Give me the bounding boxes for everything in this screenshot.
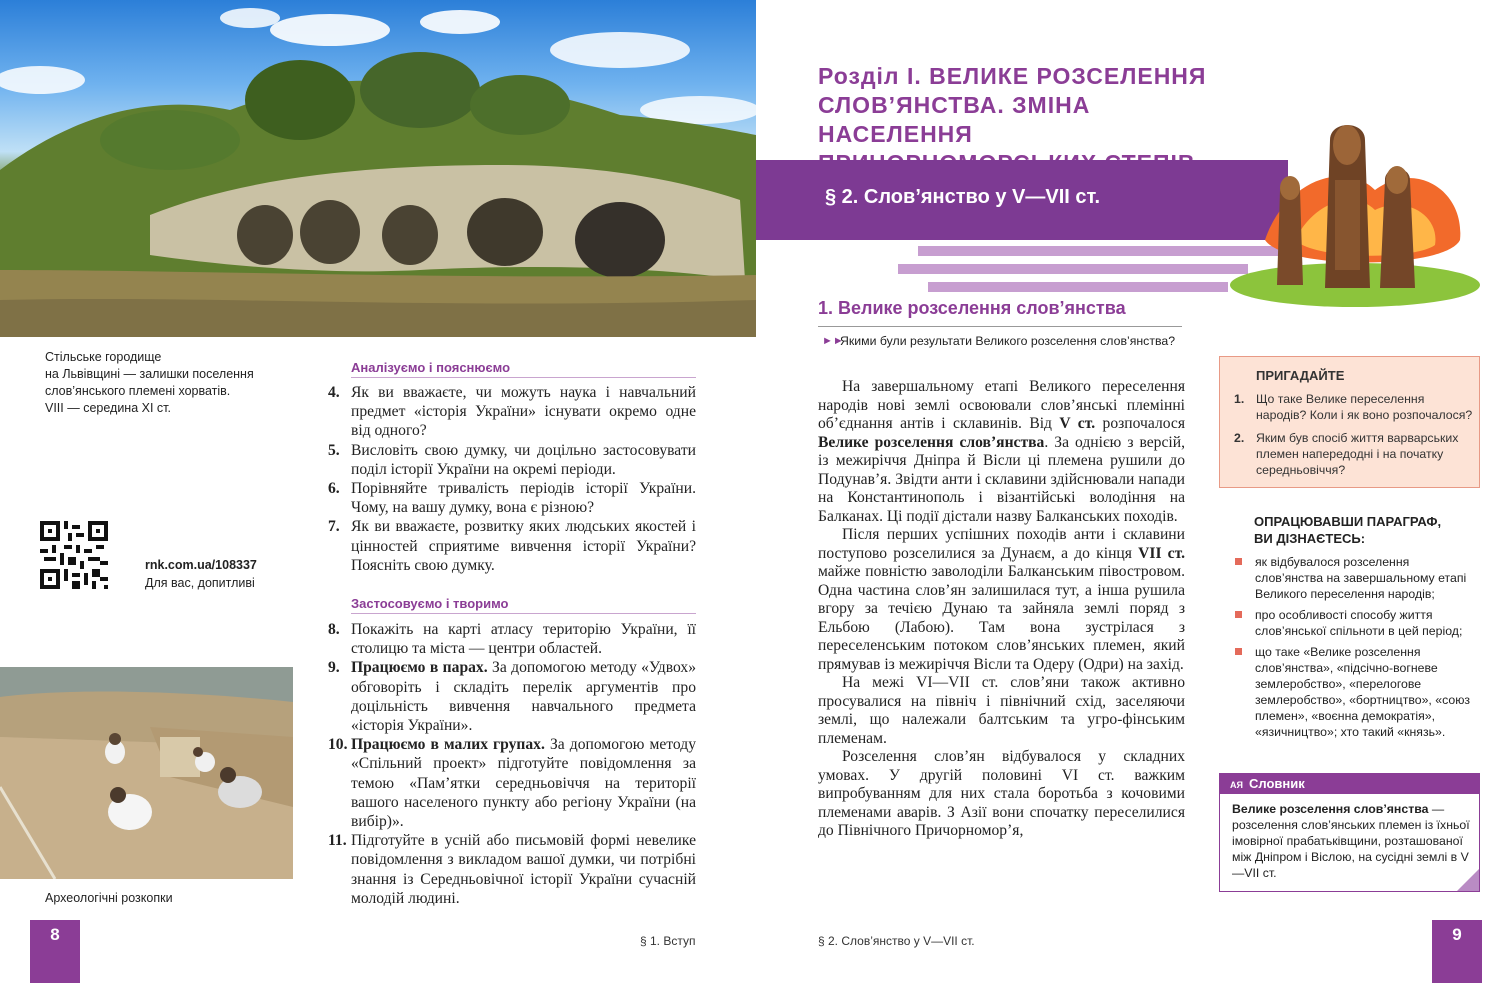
page-number-right: 9 [1432, 920, 1482, 983]
glossary-body [1232, 801, 1472, 881]
text-span: Після перших успішних походів анти і склавини поступово розселилися за Дунаєм, а до кінця [818, 526, 1185, 562]
bullet-icon [1235, 558, 1242, 565]
text-span-bold: V ст. [1059, 415, 1096, 432]
recall-item [1234, 430, 1474, 478]
item-text: Порівняйте тривалість періодів історії України. Чому, на вашу думку, вона є різною? [351, 480, 696, 517]
bullet-icon [1235, 611, 1242, 618]
bullet-icon [1235, 648, 1242, 655]
main-text [818, 378, 1185, 841]
item-text: як відбувалося розселення слов’янства на завершальному етапі Великого переселення народів; [1255, 555, 1467, 601]
text-span-bold: Велике розселення слов’янства [818, 433, 1045, 451]
recall-title: ПРИГАДАЙТЕ [1256, 368, 1345, 383]
double-arrow-icon: ►► [822, 335, 844, 347]
item-text: За допомогою методу «Спільний проект» підготуйте повідомлення за темою «Пам’ятки середньовіччя на території вашого населеного пункту або регіону України (на вибір)». [351, 736, 696, 831]
text-span: розпочалося [1095, 415, 1185, 432]
item-number: 1. [1234, 392, 1245, 406]
list-item [328, 620, 696, 658]
list-item [328, 735, 696, 831]
item-text: про особливості способу життя слов’янської спільноти в цей період; [1255, 608, 1463, 638]
list-item [328, 479, 696, 517]
footer-right: § 2. Слов’янство у V—VII ст. [818, 934, 975, 948]
item-text: Яким був спосіб життя варварських племен напередодні і на початку середньовіччя? [1256, 431, 1459, 477]
text-span: На межі VI—VII ст. слов’яни також активно просувалися на північ і північний схід, заселяючи землі, що належали балтським та угро-фінським племенам. [818, 674, 1185, 747]
item-number: 10. [328, 736, 348, 754]
glossary-term: Велике розселення слов’янства [1232, 802, 1429, 816]
chapter-title-line: СЛОВ’ЯНСТВА. ЗМІНА НАСЕЛЕННЯ [818, 92, 1091, 147]
divider [351, 613, 696, 614]
item-text: що таке «Велике розселення слов’янства», «підсічно-вогневе землеробство», «перелогове землеробство», «бортництво», «союз племен», «воєнна демократія», «язичництво»; хто такий «князь». [1255, 645, 1471, 739]
caption-line: Стільське городище [45, 350, 162, 364]
photo2-caption: Археологічні розкопки [45, 891, 173, 905]
section-apply-title: Застосовуємо і творимо [351, 596, 509, 611]
item-bold: Працюємо в малих групах. [351, 736, 545, 754]
paragraph [818, 378, 1185, 526]
text-span-bold: VII ст. [1138, 544, 1185, 562]
section1-title: 1. Велике розселення слов’янства [818, 298, 1126, 318]
paragraph [818, 748, 1185, 841]
list-item [328, 658, 696, 735]
item-text: Як ви вважаєте, чи можуть наука і навчальний предмет «історія України» існувати окремо одне від одного? [351, 384, 696, 440]
glossary-box [1219, 773, 1480, 892]
caption-line: слов’янського племені хорватів. [45, 384, 231, 398]
item-number: 9. [328, 659, 340, 677]
divider [351, 377, 696, 378]
item-text: Покажіть на карті атласу територію України, її столицю та міста — центри областей. [351, 621, 696, 658]
corner-decor [1457, 869, 1479, 891]
item-number: 8. [328, 621, 340, 638]
paragraph-title: § 2. Слов’янство у V—VII ст. [825, 186, 1101, 208]
learn-item [1235, 554, 1475, 602]
divider [818, 326, 1182, 327]
photo1-caption [45, 349, 305, 417]
decor-stripe [898, 264, 1248, 274]
glossary-definition: — розселення слов’янських племен із їхньої імовірної прабатьківщини, розташованої між Дніпром і Віслою, на сусідні землі в V—VII ст. [1232, 802, 1470, 880]
chapter-title-line: Розділ І. ВЕЛИКЕ РОЗСЕЛЕННЯ [818, 63, 1207, 89]
question-text: Якими були результати Великого розселення слов’янства? [840, 334, 1176, 348]
list-item [328, 517, 696, 575]
text-span: Розселення слов’ян відбувалося у складних умовах. У другій половині VI ст. важким випробуванням для них стала боротьба з кочовими племенами аварів. З Азії вони спочатку переселилися до Північного Причорномор’я, [818, 748, 1185, 839]
paragraph [818, 526, 1185, 674]
item-text: Як ви вважаєте, розвитку яких людських якостей і цінностей сприятиме вивчення історії України? Поясніть свою думку. [351, 518, 696, 574]
text-span: . За однією з версій, із межиріччя Дніпра й Вісли ці племена рушили до Подунав’я. Звідти анти і склавини здійснювали напади на Константинополь і візантійські володіння на Балканах. Ці події дістали назву Балканських походів. [818, 433, 1185, 525]
recall-item [1234, 391, 1474, 423]
item-number: 5. [328, 441, 340, 459]
footer-left: § 1. Вступ [640, 934, 696, 948]
list-item [328, 831, 696, 908]
item-text: За допомогою методу «Удвох» обговоріть і складіть перелік аргументів про доцільність вивчення навчального предмета «історія України». [351, 659, 697, 735]
paragraph [818, 674, 1185, 748]
item-number: 4. [328, 384, 340, 401]
text-span: майже повністю заволоділи Балканським півостровом. Одна частина слов’ян залишилася тут, а інша рушила вгору за течією Дунаю та зайняла землі поряд з Ельбою (Лабою). Там вона зустрілася з переселенським потоком слов’янських племен, який прямував із межиріччя Вісли та Одеру (Одри) на захід. [818, 563, 1185, 673]
decor-stripe [928, 282, 1228, 292]
analyze-questions [328, 383, 696, 575]
list-item [328, 383, 696, 441]
caption-line: VIII — середина XI ст. [45, 401, 171, 415]
apply-questions [328, 620, 696, 908]
item-text: Підготуйте в усній або письмовій формі невелике повідомлення з викладом вашої думки, чи потрібні знання із Середньовічної історії України сучасній молодій людині. [351, 832, 696, 907]
learn-title-line: ВИ ДІЗНАЄТЕСЬ: [1254, 531, 1366, 546]
qr-subtitle: Для вас, допитливі [145, 576, 255, 590]
text-span: На завершальному етапі Великого переселення народів нові землі освоювали слов’янські племінні об’єднання антів і склавинів. Від [818, 378, 1185, 432]
learn-item [1235, 644, 1475, 740]
caption-line: на Львівщині — залишки поселення [45, 367, 254, 381]
recall-box [1219, 356, 1480, 488]
item-number: 2. [1234, 431, 1245, 445]
list-item [328, 441, 696, 479]
item-text: Що таке Велике переселення народів? Коли і як воно розпочалося? [1256, 392, 1473, 422]
section-analyze-title: Аналізуємо і пояснюємо [351, 360, 511, 375]
glossary-title: Словник [1248, 776, 1305, 791]
item-number: 11. [328, 832, 347, 850]
slavic-idols-illustration [1225, 120, 1485, 310]
page-number-left: 8 [30, 920, 80, 983]
dictionary-icon: АЯ [1230, 780, 1243, 790]
archaeological-excavation-photo [0, 667, 293, 879]
qr-link[interactable]: rnk.com.ua/108337 [145, 558, 257, 572]
glossary-header [1220, 774, 1479, 794]
learn-item [1235, 607, 1475, 639]
learn-title [1254, 513, 1441, 547]
item-text: Висловіть свою думку, чи доцільно застосовувати поділ історії України на окремі періоди. [351, 441, 696, 478]
qr-code-icon[interactable] [40, 521, 108, 589]
learn-title-line: ОПРАЦЮВАВШИ ПАРАГРАФ, [1254, 514, 1442, 529]
hillside-caves-photo [0, 0, 756, 337]
item-bold: Працюємо в парах. [351, 659, 488, 677]
section1-question [822, 333, 1176, 349]
item-number: 7. [328, 518, 340, 536]
item-number: 6. [328, 480, 340, 498]
